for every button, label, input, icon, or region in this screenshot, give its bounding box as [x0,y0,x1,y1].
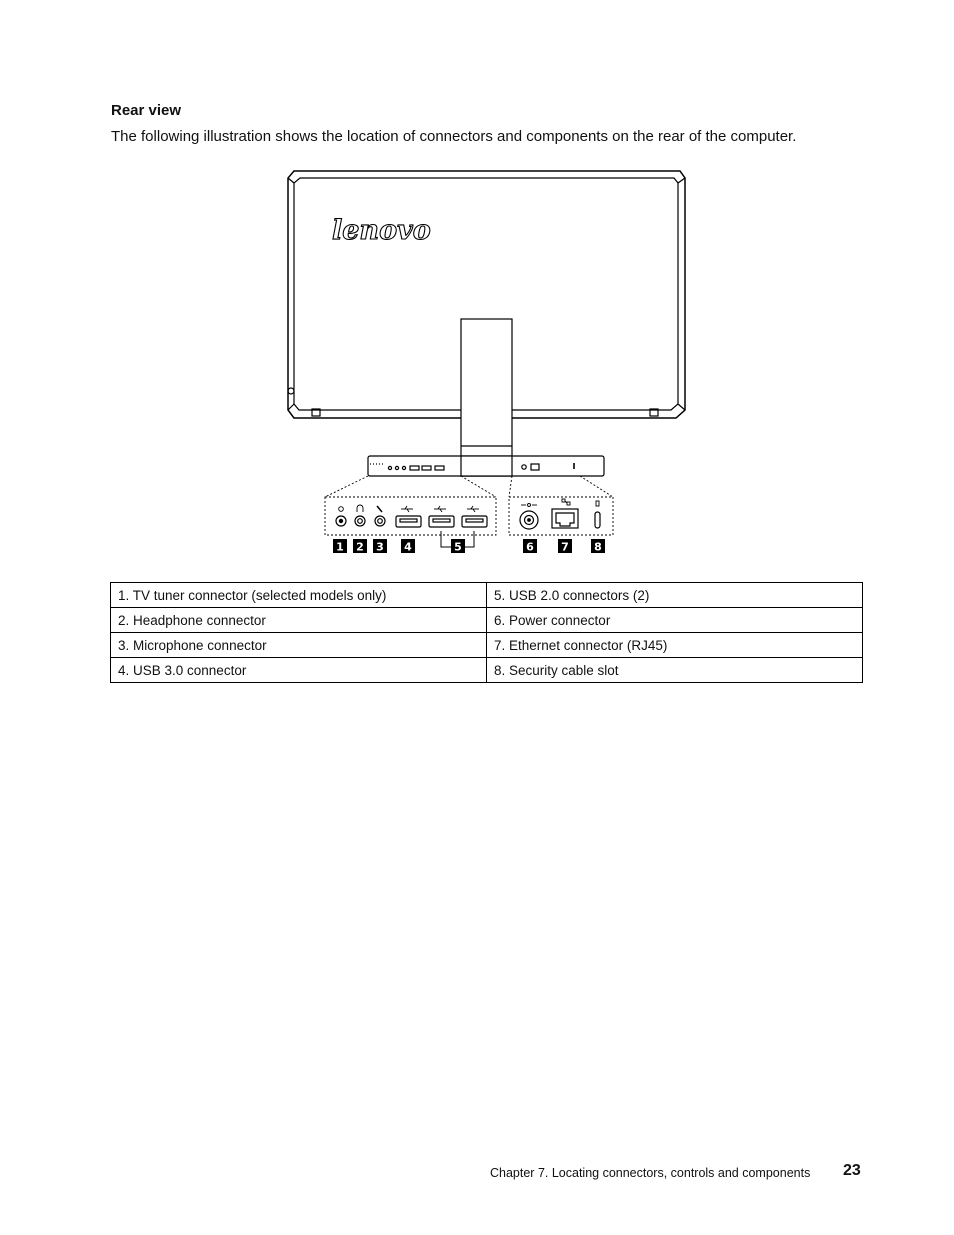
stand-neck [461,319,512,476]
legend-cell: 6. Power connector [487,608,863,633]
callout-6 [523,539,537,554]
lenovo-logo: lenovo [332,215,431,246]
callout-2 [353,539,367,554]
callout-4 [401,539,415,554]
callout-8 [591,539,605,554]
tv-tuner-icon [339,507,344,512]
usb-icon [467,506,479,512]
legend-cell: 3. Microphone connector [111,633,487,658]
power-icon [521,504,537,507]
table-row [111,633,863,658]
intro-paragraph: The following illustration shows the location of connectors and components on the rear of the computer. [111,128,797,145]
legend-cell: 4. USB 3.0 connector [111,658,487,683]
section-heading: Rear view [111,102,182,119]
right-zoom-panel [509,497,613,535]
security-lock-icon [596,501,599,506]
table-row [111,608,863,633]
callout-label: 3 [376,540,384,554]
headphone-icon [357,505,363,512]
callout-3 [373,539,387,554]
callout-7 [558,539,572,554]
callout-label: 1 [336,540,344,554]
microphone-port [375,516,385,526]
table-row [111,658,863,683]
legend-cell: 5. USB 2.0 connectors (2) [487,583,863,608]
callout-label: 2 [356,540,364,554]
footer-chapter-title: Chapter 7. Locating connectors, controls and components [490,1166,811,1180]
connector-legend-table [110,582,863,683]
security-slot [595,512,600,528]
callout-label: 6 [526,540,534,554]
callout-label: 8 [594,540,602,554]
headphone-port [355,516,365,526]
table-row [111,583,863,608]
callout-1 [333,539,347,554]
usb-icon [434,506,446,512]
callout-label: 4 [404,540,412,554]
page-number: 23 [843,1162,861,1179]
legend-cell: 1. TV tuner connector (selected models only) [111,583,487,608]
legend-cell: 8. Security cable slot [487,658,863,683]
microphone-icon [377,506,382,512]
legend-cell: 7. Ethernet connector (RJ45) [487,633,863,658]
rear-view-illustration [280,166,700,560]
usb-icon [401,506,413,512]
legend-cell: 2. Headphone connector [111,608,487,633]
ethernet-icon [562,499,570,505]
callout-label: 7 [561,540,569,554]
callout-label: 5 [454,540,462,554]
callout-5 [451,539,465,554]
